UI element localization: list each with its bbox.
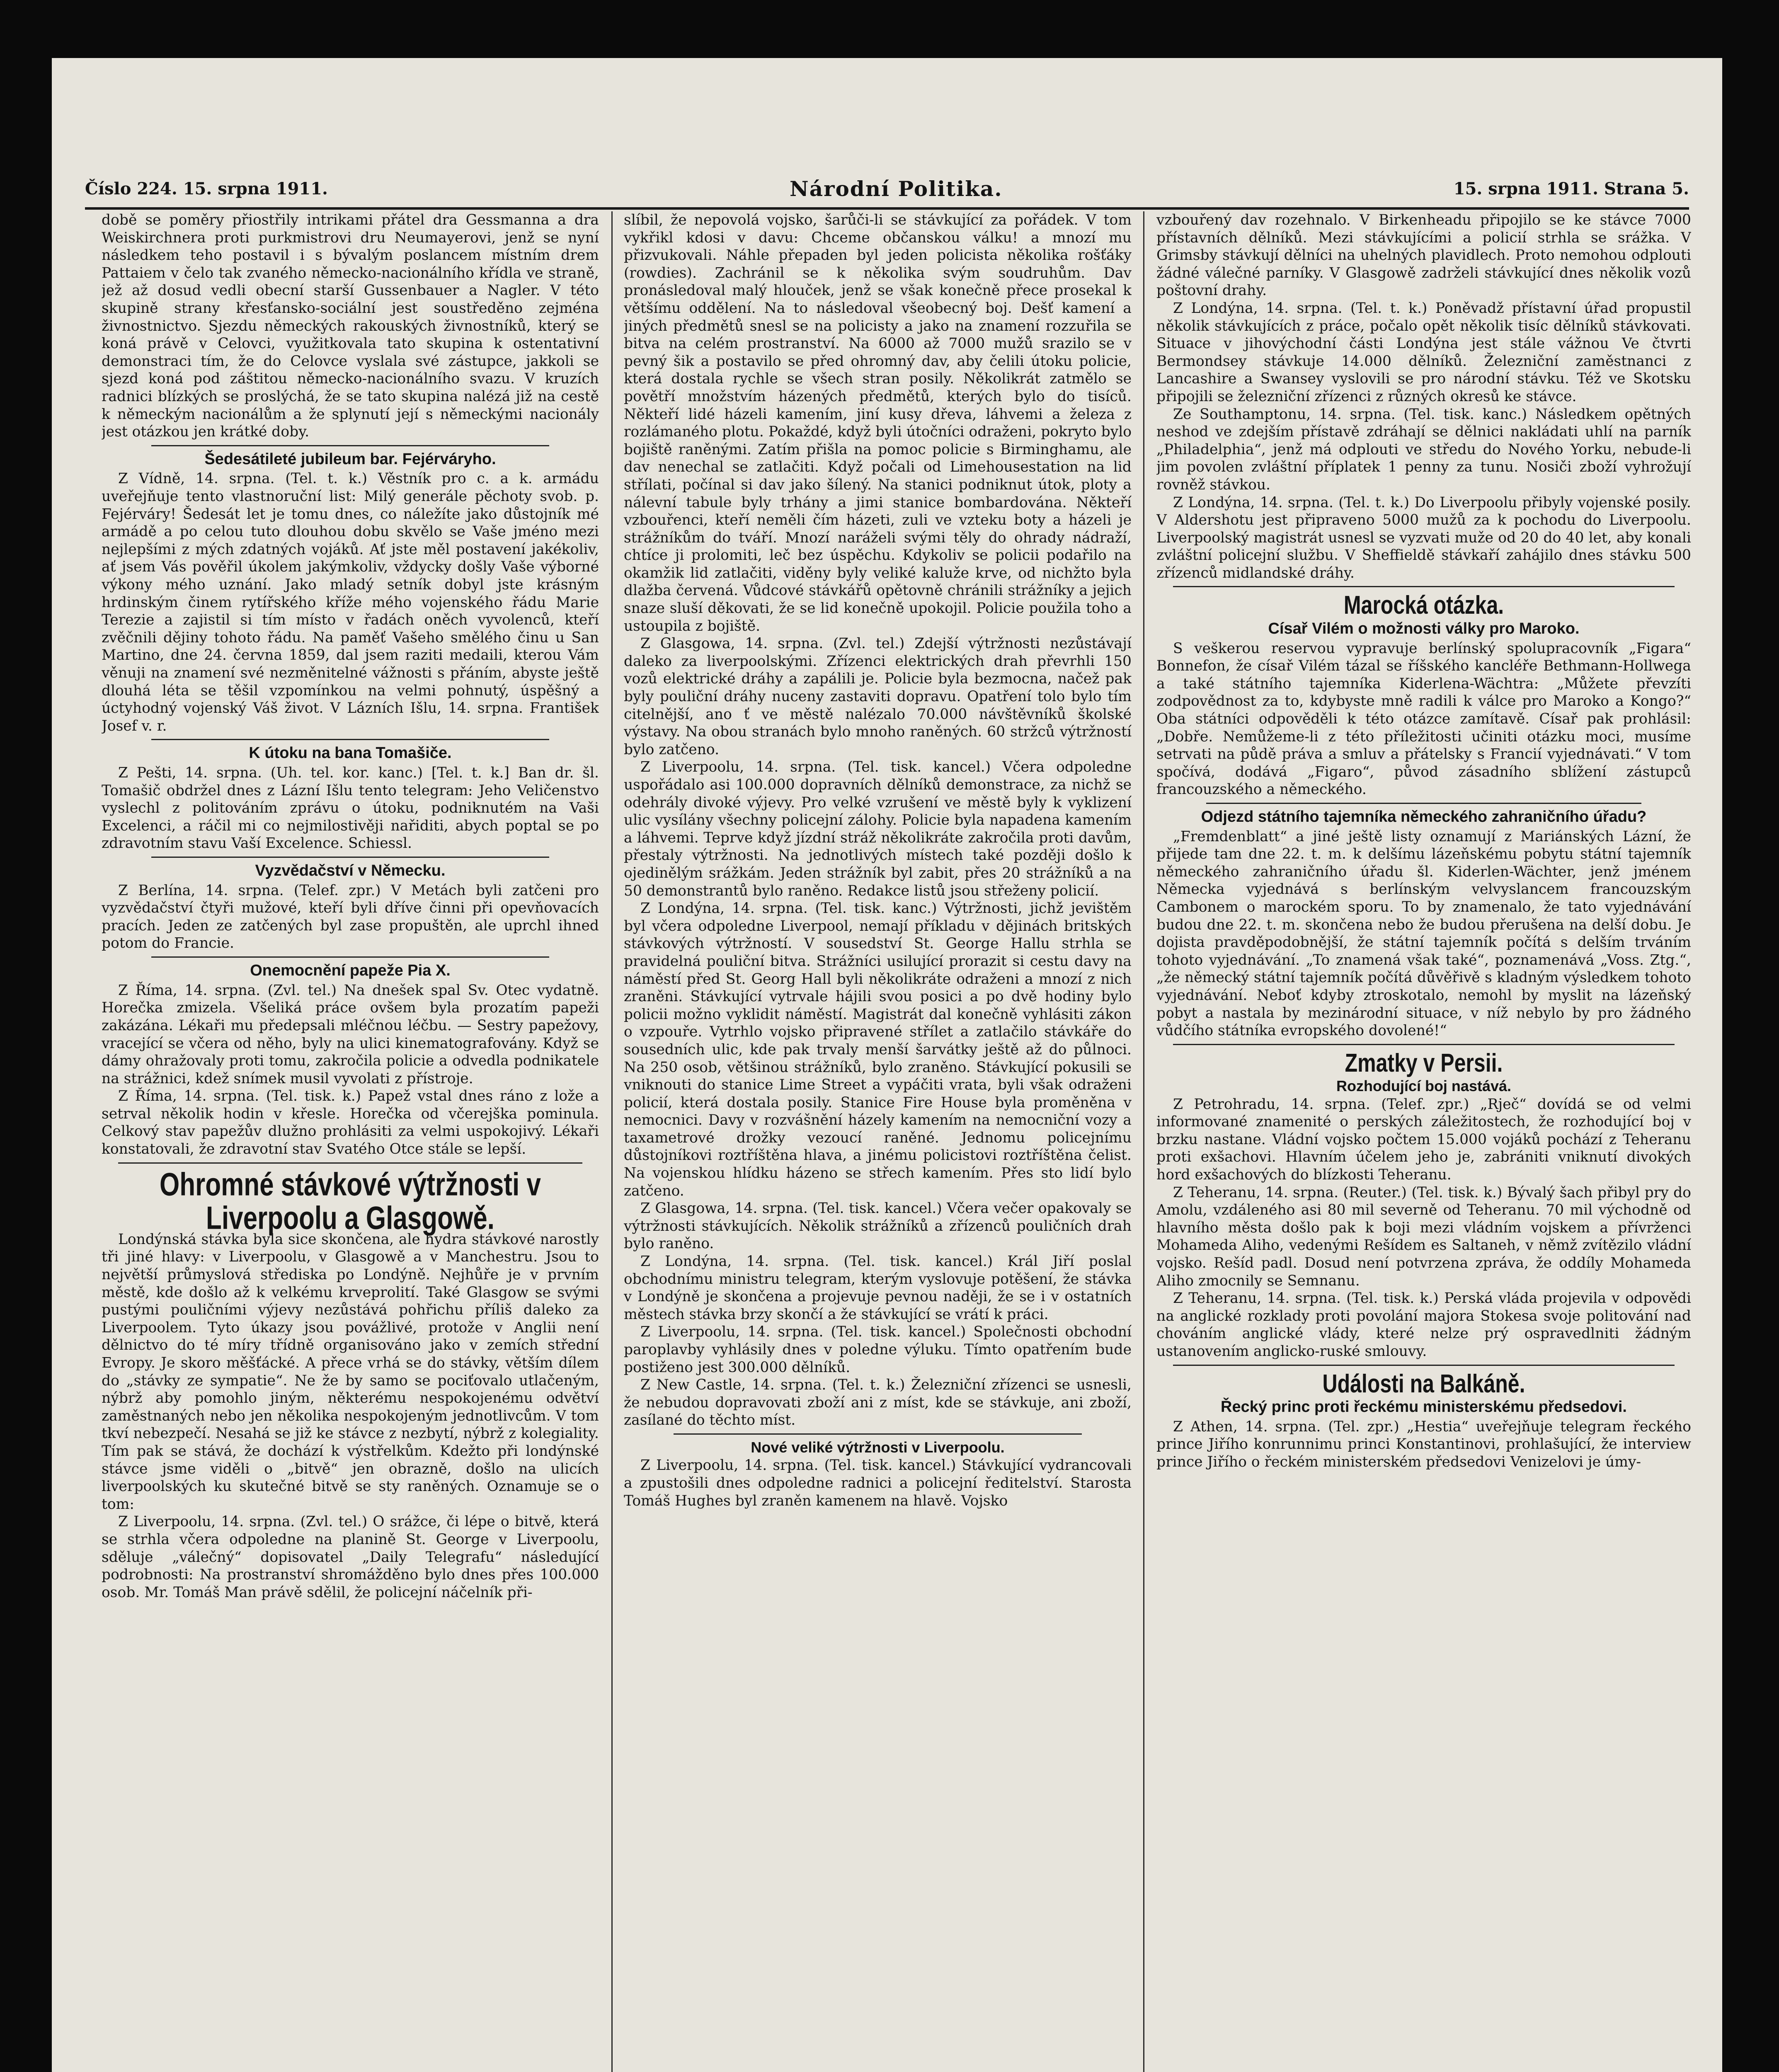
article-text: Z Liverpoolu, 14. srpna. (Tel. tisk. kancel.) Stávkující vydrancovali a zpustošili dnes odpoledne radnici a policejní ředitelství. Starosta Tomáš Hughes byl zraněn kamenem na hlavě. Vojsko bbox=[624, 1457, 1132, 1509]
article-subheading: Císař Vilém o možnosti války pro Maroko. bbox=[1268, 620, 1580, 637]
article-text: době se poměry přiostřily intrikami přátel dra Gessmanna a dra Weiskirchnera proti purkmistrovi dru Neumayerovi, jenž se nyní následkem teho postavil i s bývalým poslancem místním drem Pattaiem v čelo tak zvaného německo-nacionálního křídla ve straně, jež až dosud vedli obecní starší Gussenbauer a Nagler. V této skupině strany křesťansko-sociální jest soustředěno zejména živnostnictvo. Sjezdu německých rakouských živnostníků, který se koná právě v Celovci, využitkovala tato skupina k ostentativní demonstraci tím, že do Celovce vyslala své zástupce, jakkoli se sjezd koná pod záštitou německo-nacionálního svazu. V kruzích radnici blízkých se proslýchá, že se tato skupina nalézá již na cestě k německým nacionálům a že splynutí její s německými nacionály jest otázkou jen krátké doby. bbox=[102, 212, 599, 441]
article-text: Z Teheranu, 14. srpna. (Tel. tisk. k.) Perská vláda projevila v odpovědi na anglické rozklady proti povolání majora Stokesa svoje politování nad chováním anglické vlády, které nelze prý ospravedlniti žádným ustanovením anglicko-ruské smlouvy. bbox=[1156, 1290, 1691, 1360]
article-text: Z Liverpoolu, 14. srpna. (Tel. tisk. kancel.) Včera odpoledne uspořádalo asi 100.000 dopravních dělníků demonstrace, za nichž se odehrály divoké výjevy. Pro velké vzrušení ve městě byly k vyklizení ulic vysílány všechny policejní zálohy. Policie byla napadena kamením a láhvemi. Teprve když jízdní stráž několikráte zakročila proti davům, přestaly výtržnosti. Na jednotlivých místech také později došlo k ojedinělým srážkám. Jeden strážník byl zabit, přes 20 strážníků a na 50 demonstrantů bylo raněno. Redakce listů jsou střeženy policií. bbox=[624, 759, 1132, 899]
article-separator bbox=[151, 956, 549, 958]
article-separator bbox=[151, 857, 549, 858]
article-separator bbox=[118, 1162, 582, 1164]
column-2 bbox=[624, 211, 1132, 2072]
article-text: Z Londýna, 14. srpna. (Tel. t. k.) Poněvadž přístavní úřad propustil několik stávkujících z práce, počalo opět několik tisíc dělníků stávkovati. Situace v jihovýchodní části Londýna jest stále vážnou Ve čtvrti Bermondsey stávkuje 14.000 dělníků. Železniční zaměstnanci z Lancashire a Swansey vyslovili se pro národní stávku. Též ve Skotsku připojili se železniční zřízenci z různých okresů ke stávce. bbox=[1156, 300, 1691, 405]
article-text: Z Pešti, 14. srpna. (Uh. tel. kor. kanc.) [Tel. t. k.] Ban dr. šl. Tomašič obdržel dnes z Lázní Išlu tento telegram: Jeho Veličenstvo vyslechl z politováním zprávu o útoku, podniknutém na Vaši Excelenci, a ráčil mi co nejmilostivěji nařiditi, abych poptal se po zdravotním stavu Vaší Excelence. Schiessl. bbox=[102, 765, 599, 852]
article-subheading: Řecký princ proti řeckému ministerskému předsedovi. bbox=[1221, 1398, 1627, 1416]
article-text: Z Londýna, 14. srpna. (Tel. tisk. kancel.) Král Jiří poslal obchodnímu ministru telegram, kterým vyslovuje potěšení, že stávka v Londýně je skončena a projevuje pevnou naději, že se i v ostatních městech stávka brzy skončí a že stávkující se vrátí k práci. bbox=[624, 1253, 1132, 1323]
article-text: Z Teheranu, 14. srpna. (Reuter.) (Tel. tisk. k.) Bývalý šach přibyl pry do Amolu, vzdáleného asi 80 mil severně od Teheranu. 70 mil východně od hlavního města došlo pak k boji mezi vládním vojskem a přívrženci Mohameda Aliho, vedenými Rešídem es Saltaneh, v němž zvítězilo vládní vojsko. Rešíd padl. Dosud není potvrzena zpráva, že oddíly Mohameda Aliho zmocnily se Semnanu. bbox=[1156, 1184, 1691, 1289]
article-heading: Šedesátileté jubileum bar. Fejérváryho. bbox=[204, 450, 496, 468]
article-separator bbox=[1173, 1365, 1675, 1366]
article-subheading: Rozhodující boj nastává. bbox=[1336, 1077, 1512, 1095]
article-text: S veškerou reservou vypravuje berlínský spolupracovník „Figara“ Bonnefon, že císař Vilém tázal se říšského kancléře Bethmann-Hollwega a také státního tajemníka Kiderlena-Wächtra: „Můžete převzíti zodpovědnost za to, kdybyste mně radili k válce pro Maroko a Kongo?“ Oba státníci odpověděli k této otázce zamítavě. Císař pak prohlásil: „Dobře. Nemůžeme-li z této příležitosti učiniti otázku moci, musíme setrvati na půdě práva a smluv a přátelsky s Francií vyjednávati.“ V tom spočívá, dodává „Figaro“, původ zásadního sblížení zástupců francouzského a německého. bbox=[1156, 640, 1691, 798]
article-heading: K útoku na bana Tomašiče. bbox=[249, 744, 452, 762]
article-heading: Nové veliké výtržnosti v Liverpoolu. bbox=[751, 1438, 1005, 1456]
article-text: Z Athen, 14. srpna. (Tel. zpr.) „Hestia“ uveřejňuje telegram řeckého prince Jiřího konrunnimu princi Konstantinovi, prohlašující, že interview prince Jiřího o řeckém ministerském předsedovi Venizelovi je úmy- bbox=[1156, 1418, 1691, 1470]
article-text: Z Glasgowa, 14. srpna. (Tel. tisk. kancel.) Včera večer opakovaly se výtržnosti stávkujících. Několik strážníků a zřízenců pouličních drah bylo raněno. bbox=[624, 1200, 1132, 1252]
article-text: Ze Southamptonu, 14. srpna. (Tel. tisk. kanc.) Následkem opětných neshod ve zdejším přístavě zdráhají se dělnici nakládati uhlí na parník „Philadelphia“, jenž má odplouti ve středu do Nového Yorku, nebude-li jim povolen zvláštní příplatek 1 penny za tunu. Nosiči zboží vyhrožují rovněž stávkou. bbox=[1156, 406, 1691, 493]
article-text: vzbouřený dav rozehnalo. V Birkenheadu připojilo se ke stávce 7000 přístavních dělníků. Mezi stávkujícími a policií strhla se srážka. V Grimsby stávkují dělníci na uhelných plavidlech. Proto nemohou odplouti žádné válečné parníky. V Glasgowě zadrželi stávkující dnes několik vozů poštovní drahy. bbox=[1156, 212, 1691, 299]
article-text: Z Říma, 14. srpna. (Tel. tisk. k.) Papež vstal dnes ráno z lože a setrval několik hodin v křesle. Horečka od včerejška pominula. Celkový stav papežův dlužno prohlásiti za velmi uspokojivý. Lékaři konstatovali, že zdravotní stav Svatého Otce stále se lepší. bbox=[102, 1088, 599, 1158]
article-headline: Zmatky v Persii. bbox=[1345, 1048, 1503, 1077]
article-headline: Marocká otázka. bbox=[1343, 590, 1504, 620]
article-text: Z New Castle, 14. srpna. (Tel. t. k.) Železniční zřízenci se usnesli, že nebudou dopravovati zboží ani z míst, kde se stávkuje, ani zboží, zasílané do těchto míst. bbox=[624, 1377, 1132, 1429]
article-separator bbox=[674, 1433, 1082, 1435]
header-page-number: 15. srpna 1911. Strana 5. bbox=[1453, 179, 1689, 198]
article-text: Z Glasgowa, 14. srpna. (Zvl. tel.) Zdejší výtržnosti nezůstávají daleko za liverpoolskými. Zřízenci elektrických drah převrhli 150 vozů elektrické dráhy a zapálili je. Policie byla bezmocna, načež pak byly pouliční dráhy nuceny zastaviti dopravu. Opatření tolo bylo tím citelnější, ano ť ve městě nalézalo 70.000 návštěvníků školské výstavy. Na obou stranách bylo mnoho raněných. 60 stržců výtržností bylo zatčeno. bbox=[624, 635, 1132, 758]
column-3 bbox=[1156, 211, 1691, 2072]
article-headline: Události na Balkáně. bbox=[1322, 1369, 1525, 1398]
article-text: „Fremdenblatt“ a jiné ještě listy oznamují z Mariánských Lázní, že přijede tam dne 22. t. m. k delšímu lázeňskému pobytu státní tajemník německého zahraničního úřadu šl. Kiderlen-Wächter, jenž jménem Německa vyjednává s berlínským velvyslancem francouzským Cambonem o marockém sporu. To by znamenalo, že tato vyjednávání budou dne 22. t. m. skončena nebo že budou přerušena na delší dobu. Je dojista pravděpodobnější, že státní tajemník počítá s delším trváním tohoto vyjednávání. „To znamená však také“, poznamenává „Voss. Ztg.“, „že německý státní tajemník počítá důvěřivě s kladným výsledkem tohoto vyjednávání. Neboť kdyby ztroskotalo, nemohl by myslit na lázeňský pobyt a nastala by mezinárodní situace, v níž nebylo by pro žádného vůdčího státníka evropského dovolené!“ bbox=[1156, 828, 1691, 1039]
article-text: Z Liverpoolu, 14. srpna. (Tel. tisk. kancel.) Společnosti obchodní paroplavby vyhlásily dnes v poledne výluku. Tímto opatřením bude postiženo jest 300.000 dělníků. bbox=[624, 1324, 1132, 1376]
article-separator bbox=[1173, 586, 1675, 587]
newspaper-page bbox=[52, 58, 1722, 2072]
article-headline: Ohromné stávkové výtržnosti v Liverpoolu a Glasgowě. bbox=[160, 1167, 541, 1236]
header-masthead: Národní Politika. bbox=[790, 177, 1003, 201]
article-text: Londýnská stávka byla sice skončena, ale hydra stávkové narostly tři jiné hlavy: v Liverpoolu, v Glasgowě a v Manchestru. Jsou to největší průmyslová střediska po Londýně. Nejhůře je v prvním městě, kde došlo až k velkému krveprolití. Také Glasgow se svými pustými pouličními výjevy nezůstává pohřichu příliš daleko za Liverpoolem. Tyto úkazy jsou povážlivé, protože v Anglii není dělnictvo do té míry třídně organisováno jako v zemích střední Evropy. Je skoro měšťácké. A přece vrhá se do stávky, větším dílem do „stávky ze sympatie“. Ne že by samo se pociťovalo utlačeným, nýbrž aby pomohlo jiným, některému nespokojenému odvětví zaměstnaných nebo jen několika nespokojeným jednotlivcům. V tom tkví nebezpečí. Nesahá se již ke stávce z nezbytí, nýbrž z kolegiality. Tím pak se stává, že dochází k výstřelkům. Kdežto při londýnské stávce jsme viděli o „bitvě“ jen obrazně, došlo na ulicích liverpoolských ku skutečné bitvě se sty raněných. Oznamuje se o tom: bbox=[102, 1231, 599, 1513]
header-issue: Číslo 224. 15. srpna 1911. bbox=[85, 179, 328, 198]
article-separator bbox=[151, 445, 549, 446]
article-heading: Vyzvědačství v Německu. bbox=[255, 862, 446, 879]
column-1 bbox=[102, 211, 599, 2072]
article-text: Z Londýna, 14. srpna. (Tel. t. k.) Do Liverpoolu přibyly vojenské posily. V Aldershotu jest připraveno 5000 mužů za k pochodu do Liverpoolu. Liverpoolský magistrát usnesl se vyzvati muže od 20 do 40 let, aby konali zvláštní policejní službu. V Sheffieldě stávkaří zahájilo dnes stávku 500 zřízenců midlandské dráhy. bbox=[1156, 494, 1691, 581]
article-text: slíbil, že nepovolá vojsko, šarůči-li se stávkující za pořádek. V tom vykřikl kdosi v davu: Chceme občanskou válku! a mnozí mu přizvukovali. Náhle přepaden byl jeden policista několika rošťáky (rowdies). Zachránil se k několika svým soudruhům. Dav pronásledoval malý hlouček, jenž se však konečně přece prosekal k většímu oddělení. Na to následoval všeobecný boj. Dešť kamení a jiných předmětů snesl se na policisty a jako na znamení rozzuřila se bitva na celém prostranství. Na 6000 až 7000 mužů srazilo se v pevný šik a postavilo se před ohromný dav, aby čelili útoku policie, která dostala rychle se všech stran posily. Několikrát zatmělo se povětří množstvím házených předmětů, kterých bylo do tisíců. Někteří lidé házeli kamením, jiní kusy dřeva, láhvemi a železa z rozlámaného plotu. Pokaždé, když byli útočníci odraženi, pokryto bylo bojiště raněnými. Zatím přišla na pomoc policie s Birminghamu, ale dav nenechal se zatlačiti. Když počali od Limehousestation na lid střílati, počínal si dav jako šílený. Na stanici podniknut útok, ploty a nálevní tabule byly trhány a jimi stanice bombardována. Někteří vzbouřenci, kteří neměli čím házeti, zuli ve vzteku boty a házeli je strážníkům do tváří. Mnozí naráželi svými těly do ohrady nádraží, chtíce ji prolomiti, leč bez úspěchu. Kdykoliv se policii podařilo na okamžik lid zatlačiti, viděny byly veliké kaluže krve, od nichžto byla dlažba červená. Vůdcové stávkářů opětovně chránili strážníky a jejich snaze sluší děkovati, že se lid konečně upokojil. Policie použila toho a ustoupila z bojiště. bbox=[624, 212, 1132, 634]
article-separator bbox=[1173, 1044, 1675, 1045]
article-text: Z Vídně, 14. srpna. (Tel. t. k.) Věstník pro c. a k. armádu uveřejňuje tento vlastnoruční list: Milý generále pěchoty svob. p. Fejérváry! Šedesát let je tomu dnes, co náležíte jako důstojník mé armádě a po celou tuto dlouhou dobu skvělo se Vaše jméno mezi nejlepšími z mých zdatných vojáků. Ať jste měl postavení jakékoliv, ať jsem Vás pověřil úkolem jakýmkoliv, vždycky došly Vaše výborné výkony mého uznání. Jako mladý setník dobyl jste krásným hrdinským činem rytířského kříže mého vojenského řádu Marie Terezie a zajistil si tím místo v řadách oněch vyvolenců, kteří zvěčnili dějiny tohoto řádu. Na paměť Vašeho smělého činu u San Martino, dne 24. června 1859, dal jsem raziti medaili, kterou Vám věnuji na znamení své nezměnitelné vážnosti s přáním, abyste ještě dlouhá léta se těšil vzpomínkou na velmi pohnutý, úspěšný a úctyhodný vojenský Váš život. V Lázních Išlu, 14. srpna. František Josef v. r. bbox=[102, 470, 599, 734]
page-header bbox=[85, 174, 1689, 203]
column-divider bbox=[611, 211, 613, 2072]
article-text: Z Petrohradu, 14. srpna. (Telef. zpr.) „Rječ“ dovídá se od velmi informované znamenité o perských záležitostech, že rozhodující boj v brzku nastane. Vládní vojsko počtem 15.000 vojáků pochází z Teheranu proti exšachovi. Hlavním účelem jeho je, zabrániti vniknutí divokých hord exšachových do blízkosti Teheranu. bbox=[1156, 1096, 1691, 1184]
article-heading: Odjezd státního tajemníka německého zahraničního úřadu? bbox=[1201, 808, 1647, 825]
article-separator bbox=[1206, 803, 1641, 804]
header-rule bbox=[85, 207, 1689, 210]
article-heading: Onemocnění papeže Pia X. bbox=[250, 962, 451, 980]
article-text: Z Liverpoolu, 14. srpna. (Zvl. tel.) O srážce, či lépe o bitvě, která se strhla včera odpoledne na planině St. George v Liverpoolu, sděluje „válečný“ dopisovatel „Daily Telegrafu“ následující podrobnosti: Na prostranství shromážděno bylo dnes přes 100.000 osob. Mr. Tomáš Man právě sdělil, že policejní náčelník při- bbox=[102, 1513, 599, 1601]
article-text: Z Berlína, 14. srpna. (Telef. zpr.) V Metách byli zatčeni pro vyzvědačství čtyři mužové, kteří byli dříve činni při opevňovacích pracích. Jeden ze zatčených byl zase propuštěn, ale uprchl ihned potom do Francie. bbox=[102, 882, 599, 952]
column-divider bbox=[1143, 211, 1144, 2072]
article-text: Z Říma, 14. srpna. (Zvl. tel.) Na dnešek spal Sv. Otec vydatně. Horečka zmizela. Všeliká práce ovšem byla prozatím papeži zakázána. Lékaři mu předepsali mléčnou léčbu. — Sestry papežovy, vracející se včera od něho, byly na ulici kinematografovány. Když se dámy ohražovaly proti tomu, zakročila policie a odvedla podnikatele na strážnici, kdež snímek musil vyvolati z přístroje. bbox=[102, 982, 599, 1087]
article-text: Z Londýna, 14. srpna. (Tel. tisk. kanc.) Výtržnosti, jichž jevištěm byl včera odpoledne Liverpool, nemají příkladu v dějinách britských stávkových výtržností. V sousedství St. George Hallu strhla se pravidelná pouliční bitva. Strážníci usilující prorazit si cestu davy na náměstí před St. Georg Hall byli několikráte odraženi a mnozí z nich zraněni. Stávkující vytrvale hájili svou posici a po dvě hodiny bylo policii možno vyklidit náměstí. Magistrát dal konečně vyhlásiti zákon o vzpouře. Vytrhlo vojsko připravené střílet a zatlačilo stávkáře do sousedních ulic, kde pak trvaly menší šarvátky ještě až do půlnoci. Na 250 osob, většinou strážníků, bylo zraněno. Stávkující pokusili se vniknouti do stanice Lime Street a vypáčiti vrata, byli však odraženi policií, která dostala posily. Stanice Fire House byla proměněna v nemocnici. Davy v rozvášnění házely kamením na nemocniční vozy a taxametrové drožky vezoucí raněné. Jednomu policejnímu důstojníkovi roztříštěna hlava, a jinému policistovi roztříštěna čelist. Na vojenskou hlídku házeno se střech kamením. Přes sto lidí bylo zatčeno. bbox=[624, 900, 1132, 1199]
article-separator bbox=[151, 739, 549, 740]
